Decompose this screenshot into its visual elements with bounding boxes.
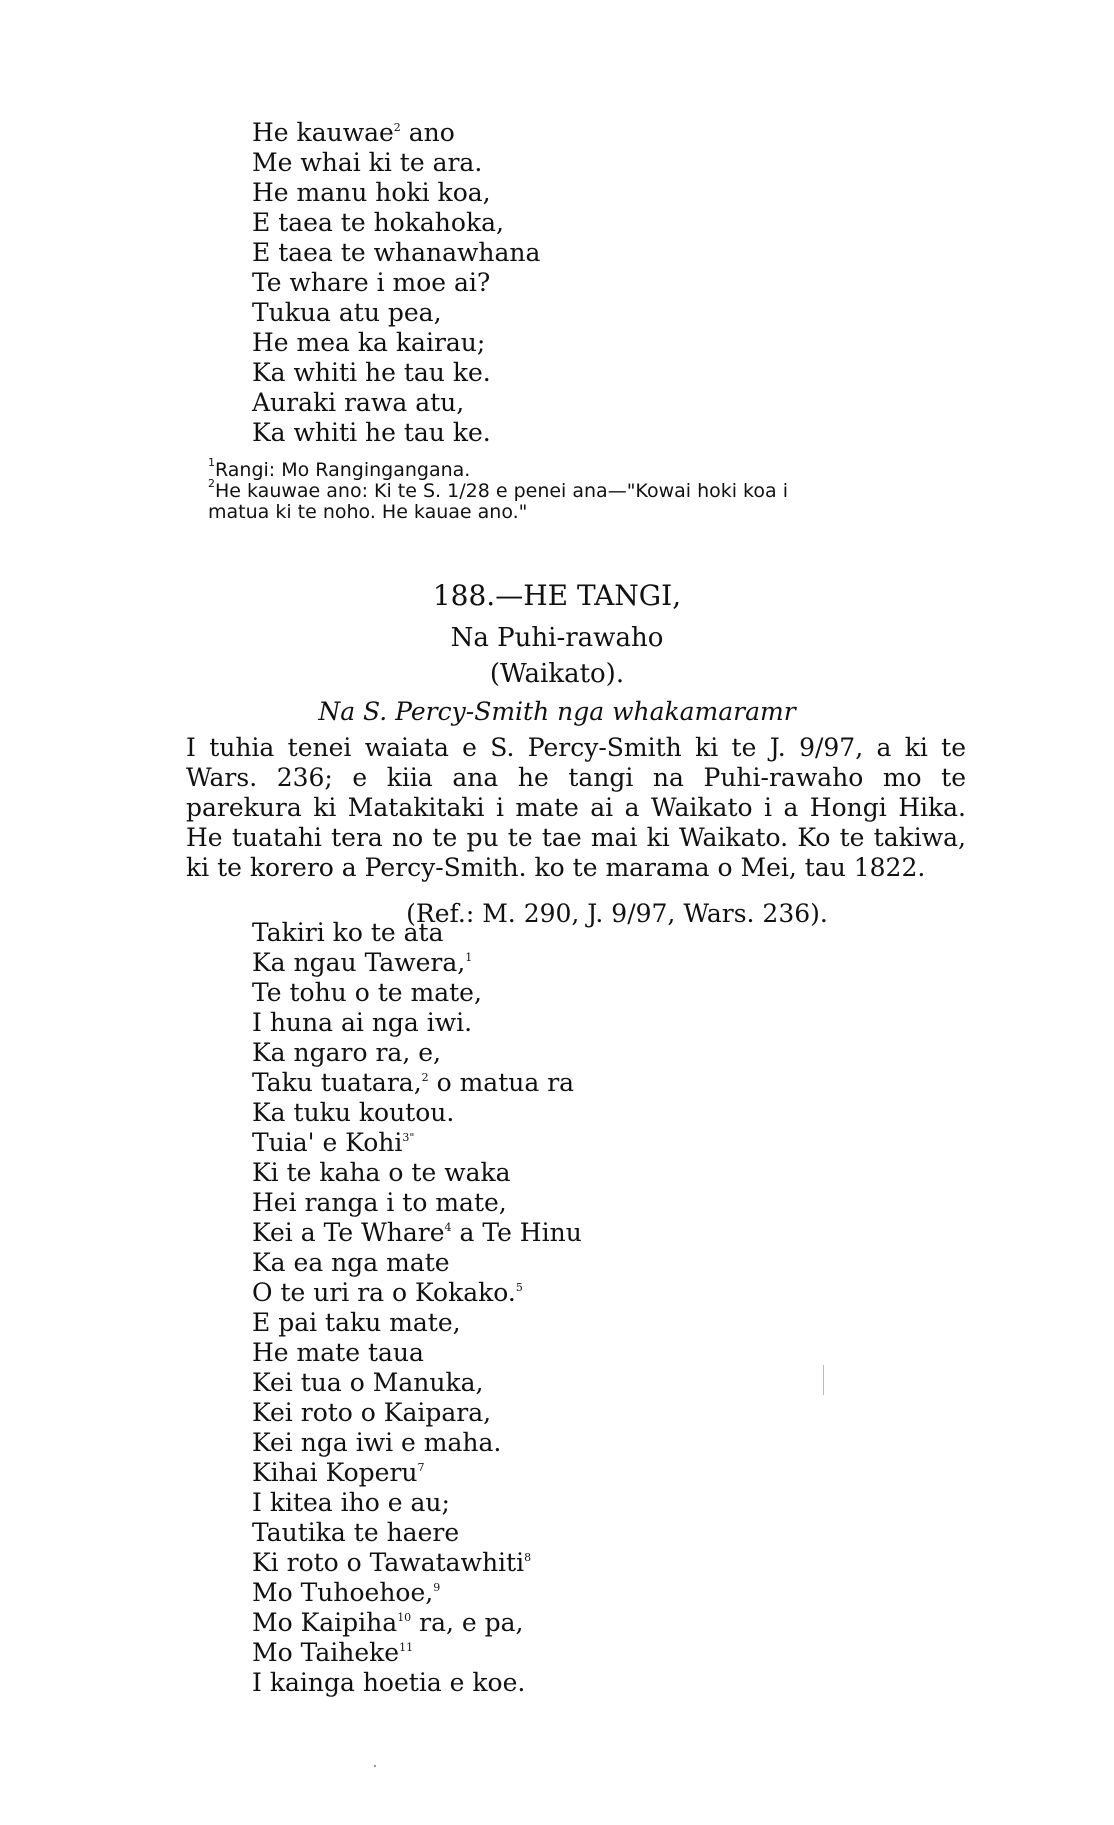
intro-paragraph: I tuhia tenei waiata e S. Percy-Smith ki te J. 9/97, a ki te Wars. 236; e kiia ana he tangi na Puhi-rawaho mo te parekura ki Matakitaki i mate ai a Waikato i a Hongi Hika. He tuatahi tera no te pu te tae mai ki Waikato. Ko te takiwa, ki te korero a Percy-Smith. ko te marama o Mei, tau 1822. (186, 733, 966, 882)
verse-line (252, 1608, 582, 1638)
print-mark (823, 1365, 824, 1395)
verse-line (252, 358, 540, 388)
footnote-ref: 11 (399, 1641, 414, 1654)
verse-text: Ka ea nga mate (252, 1248, 450, 1277)
intro-heading: Na S. Percy-Smith nga whakamaramr (318, 697, 796, 726)
verse-text: Ki te kaha o te waka (252, 1158, 511, 1187)
verse-text: Ka ngau Tawera, (252, 948, 466, 977)
verse-line (252, 388, 540, 418)
verse-line (252, 1278, 582, 1308)
verse-line (252, 1578, 582, 1608)
footnote-ref: 2 (393, 121, 401, 134)
verse-line (252, 1248, 582, 1278)
verse-text: Mo Taiheke (252, 1638, 400, 1667)
verse-text: Taku tuatara, (252, 1068, 422, 1097)
verse-line (252, 1428, 582, 1458)
verse-line (252, 268, 540, 298)
verse-text: He manu hoki koa, (252, 178, 491, 207)
verse-text: E pai taku mate, (252, 1308, 461, 1337)
verse-line (252, 918, 582, 948)
verse-text: He kauwae (252, 118, 394, 147)
verse-line (252, 1518, 582, 1548)
verse-text: Mo Kaipiha (252, 1608, 398, 1637)
print-speck (374, 1765, 376, 1767)
verse-text-rest: ano (400, 118, 455, 147)
song-author: Na Puhi-rawaho (450, 623, 664, 653)
verse-line (252, 1128, 582, 1158)
verse-text: Ka whiti he tau ke. (252, 358, 491, 387)
verse-line (252, 1188, 582, 1218)
verse-line (252, 1098, 582, 1128)
footnote-ref: 7 (417, 1461, 425, 1474)
song-tribe: (Waikato). (489, 659, 625, 689)
footnote-text: Rangi: Mo Rangingangana. (215, 459, 471, 481)
verse-line (252, 1638, 582, 1668)
verse-text-rest: o matua ra (428, 1068, 575, 1097)
verse-text: Te tohu o te mate, (252, 978, 482, 1007)
verse-line (252, 1488, 582, 1518)
verse-text: Me whai ki te ara. (252, 148, 483, 177)
verse-line (252, 978, 582, 1008)
verse-line (252, 1368, 582, 1398)
footnote-marker: 1 (208, 456, 215, 469)
verse-text: Ki roto o Tawatawhiti (252, 1548, 525, 1577)
verse-text: I kainga hoetia e koe. (252, 1668, 526, 1697)
verse-text: Takiri ko te ata (252, 918, 444, 947)
verse-line (252, 1338, 582, 1368)
verse-line (252, 1008, 582, 1038)
verse-text: Tukua atu pea, (252, 298, 442, 327)
verse-text: O te uri ra o Kokako. (252, 1278, 516, 1307)
verse-line (252, 1458, 582, 1488)
footnote-ref: 9 (433, 1581, 441, 1594)
footnote-continuation: matua ki te noho. He kauae ano." (208, 501, 528, 523)
footnote-ref: 8 (524, 1551, 532, 1564)
verse-line (252, 1398, 582, 1428)
verse-text: He mate taua (252, 1338, 424, 1367)
verse-text: He mea ka kairau; (252, 328, 486, 357)
verse-text: I huna ai nga iwi. (252, 1008, 473, 1037)
verse-text: I kitea iho e au; (252, 1488, 450, 1517)
verse-text: Tautika te haere (252, 1518, 460, 1547)
verse-line (252, 1548, 582, 1578)
verse-line (252, 948, 582, 978)
verse-line (252, 1308, 582, 1338)
footnote-text: He kauwae ano: Ki te S. 1/28 e penei ana—"Kowai hoki koa i (215, 480, 788, 502)
verse-line (252, 148, 540, 178)
verse-line (252, 1068, 582, 1098)
verse-text-rest: a Te Hinu (451, 1218, 582, 1247)
footnote-2 (208, 477, 998, 523)
footnote-ref: 4 (444, 1221, 452, 1234)
verse-top (252, 118, 540, 448)
verse-line (252, 328, 540, 358)
verse-text: E taea te hokahoka, (252, 208, 504, 237)
verse-text-rest: ra, e pa, (411, 1608, 524, 1637)
verse-line (252, 1038, 582, 1068)
verse-text: Mo Tuhoehoe, (252, 1578, 434, 1607)
verse-text: Kihai Koperu (252, 1458, 418, 1487)
verse-line (252, 118, 540, 148)
footnote-ref: 1 (465, 951, 473, 964)
verse-text: Kei roto o Kaipara, (252, 1398, 492, 1427)
verse-line (252, 1218, 582, 1248)
verse-text: Ka tuku koutou. (252, 1098, 455, 1127)
verse-text: Ka whiti he tau ke. (252, 418, 491, 447)
verse-line (252, 1158, 582, 1188)
verse-line (252, 238, 540, 268)
verse-text: Ka ngaro ra, e, (252, 1038, 441, 1067)
verse-line (252, 208, 540, 238)
footnote-marker: 2 (208, 477, 215, 490)
verse-main (252, 918, 582, 1698)
verse-text: Kei a Te Whare (252, 1218, 445, 1247)
verse-text: E taea te whanawhana (252, 238, 541, 267)
footnote-ref: 3" (402, 1131, 415, 1144)
footnote-ref: 5 (515, 1281, 523, 1294)
verse-line (252, 1668, 582, 1698)
verse-text: Tuia' e Kohi (252, 1128, 403, 1157)
footnote-ref: 10 (397, 1611, 412, 1624)
verse-text: Auraki rawa atu, (252, 388, 465, 417)
song-title: 188.—HE TANGI, (432, 579, 682, 612)
verse-text: Kei nga iwi e maha. (252, 1428, 502, 1457)
verse-line (252, 298, 540, 328)
verse-line (252, 418, 540, 448)
verse-text: Hei ranga i to mate, (252, 1188, 507, 1217)
footnote-1 (208, 456, 998, 481)
verse-text: Kei tua o Manuka, (252, 1368, 484, 1397)
verse-text: Te whare i moe ai? (252, 268, 491, 297)
reference-line: (Ref.: M. 290, J. 9/97, Wars. 236). (406, 899, 828, 928)
verse-line (252, 178, 540, 208)
footnote-ref: 2 (421, 1071, 429, 1084)
